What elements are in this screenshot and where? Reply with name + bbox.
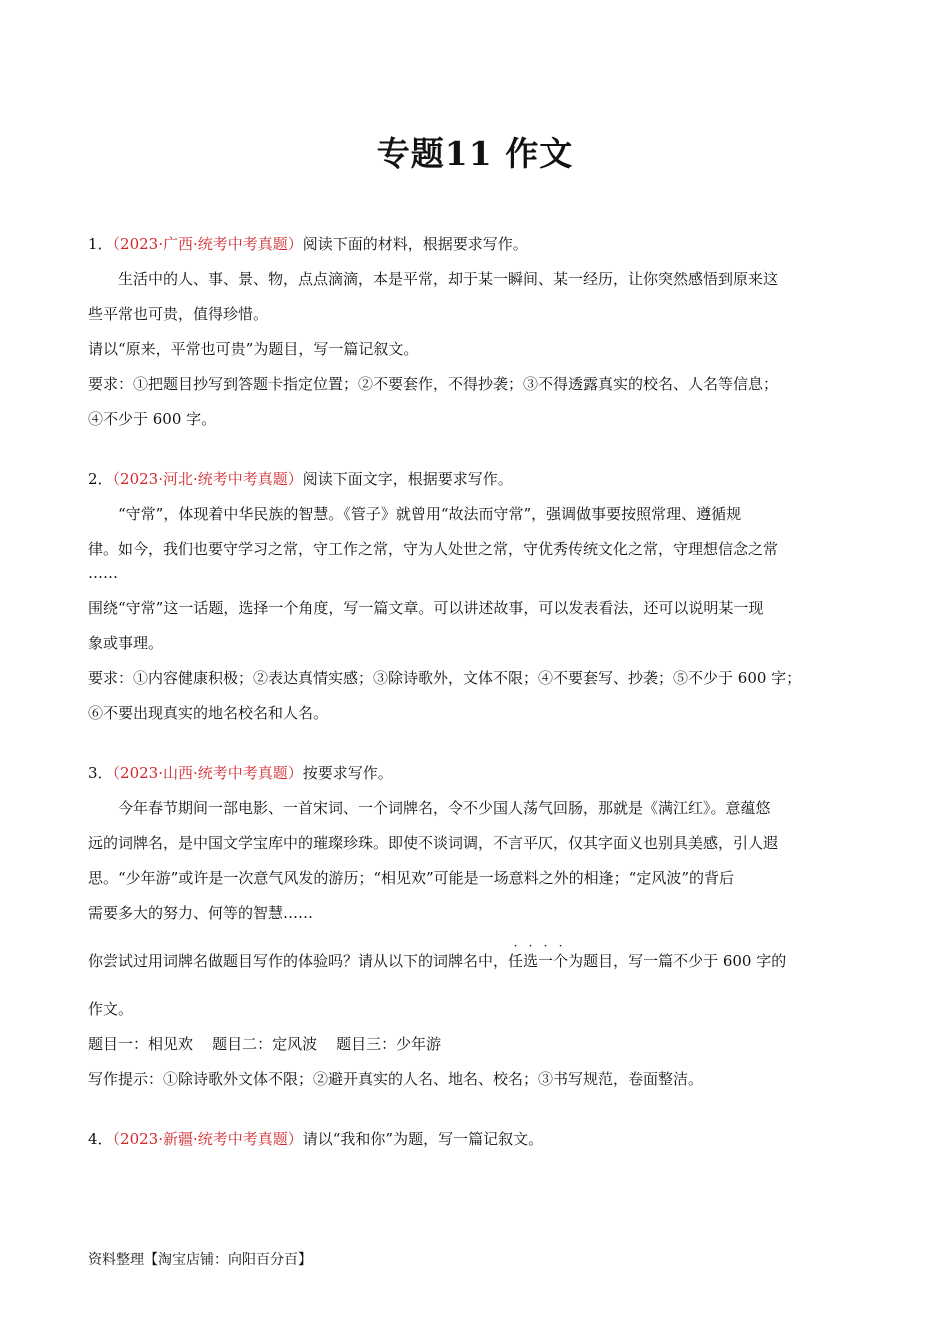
- material-paragraph: 生活中的人、事、景、物，点点滴滴，本是平常，却于某一瞬间、某一经历，让你突然感悟到原来这: [118, 270, 779, 288]
- source-tag: （2023·山西·统考中考真题）: [112, 764, 303, 782]
- question-3: [88, 761, 860, 1091]
- material-paragraph: 今年春节期间一部电影、一首宋词、一个词牌名，令不少国人荡气回肠，那就是《满江红》。意蕴悠: [118, 799, 771, 817]
- question-2: [88, 467, 860, 725]
- material-paragraph: 些平常也可贵，值得珍惜。: [88, 305, 269, 323]
- question-1: [88, 232, 860, 431]
- question-1-header: [88, 232, 860, 256]
- question-prompt: 按要求写作。: [302, 764, 393, 782]
- writing-task: 围绕“守常”这一话题，选择一个角度，写一篇文章。可以讲述故事，可以发表看法，还可以说明某一现: [88, 599, 764, 617]
- writing-task: 你尝试过用词牌名做题目写作的体验吗？请从以下的词牌名中，任 · 选 · 一 · 个 · 为题目，写一篇不少于 600 字的: [88, 939, 787, 970]
- writing-hints: 写作提示：①除诗歌外文体不限；②避开真实的人名、地名、校名；③书写规范，卷面整洁。: [88, 1070, 704, 1088]
- question-number: 1．: [88, 235, 113, 253]
- material-paragraph: 律。如今，我们也要守学习之常，守工作之常，守为人处世之常，守优秀传统文化之常，守理想信念之常: [88, 540, 779, 558]
- source-tag: （2023·河北·统考中考真题）: [112, 470, 303, 488]
- question-2-header: [88, 467, 860, 491]
- topic-options: 题目一：相见欢 题目二：定风波 题目三：少年游: [88, 1035, 442, 1053]
- question-prompt: 阅读下面文字，根据要求写作。: [302, 470, 513, 488]
- question-3-header: [88, 761, 860, 785]
- writing-task: 象或事理。: [88, 634, 164, 652]
- question-number: 3．: [88, 764, 113, 782]
- question-4: [88, 1127, 860, 1151]
- footer-credit: 资料整理【淘宝店铺：向阳百分百】: [88, 1252, 312, 1268]
- emphasis-char: 选 ·: [523, 939, 539, 970]
- requirements: 要求：①内容健康积极；②表达真情实感；③除诗歌外，文体不限；④不要套写、抄袭；⑤不少于 600 字；: [88, 669, 802, 687]
- material-paragraph: ……: [88, 564, 118, 582]
- question-number: 4．: [88, 1130, 113, 1148]
- question-number: 2．: [88, 470, 113, 488]
- question-prompt: 请以“我和你”为题，写一篇记叙文。: [302, 1130, 544, 1148]
- requirements: ④不少于 600 字。: [88, 410, 217, 428]
- question-prompt: 阅读下面的材料，根据要求写作。: [302, 235, 528, 253]
- material-paragraph: “守常”，体现着中华民族的智慧。《管子》就曾用“故法而守常”，强调做事要按照常理、遵循规: [118, 505, 742, 523]
- page-title: 专题11 作文: [376, 134, 574, 173]
- emphasis-char: 个 ·: [553, 939, 569, 970]
- requirements: ⑥不要出现真实的地名校名和人名。: [88, 704, 329, 722]
- question-4-header: [88, 1127, 860, 1151]
- material-paragraph: 远的词牌名，是中国文学宝库中的璀璨珍珠。即使不谈词调，不言平仄，仅其字面义也别具美感，引人遐: [88, 834, 779, 852]
- source-tag: （2023·广西·统考中考真题）: [112, 235, 303, 253]
- material-paragraph: 思。“少年游”或许是一次意气风发的游历；“相见欢”可能是一场意料之外的相逢；“定风波”的背后: [88, 869, 735, 887]
- emphasis-char: 任 ·: [508, 939, 524, 970]
- source-tag: （2023·新疆·统考中考真题）: [112, 1130, 303, 1148]
- emphasis-char: 一 ·: [538, 939, 554, 970]
- question-list: [88, 232, 860, 1187]
- writing-task: 请以“原来，平常也可贵”为题目，写一篇记叙文。: [88, 340, 419, 358]
- writing-task: 作文。: [88, 1000, 134, 1018]
- requirements: 要求：①把题目抄写到答题卡指定位置；②不要套作，不得抄袭；③不得透露真实的校名、人名等信息；: [88, 375, 779, 393]
- material-paragraph: 需要多大的努力、何等的智慧……: [88, 904, 314, 922]
